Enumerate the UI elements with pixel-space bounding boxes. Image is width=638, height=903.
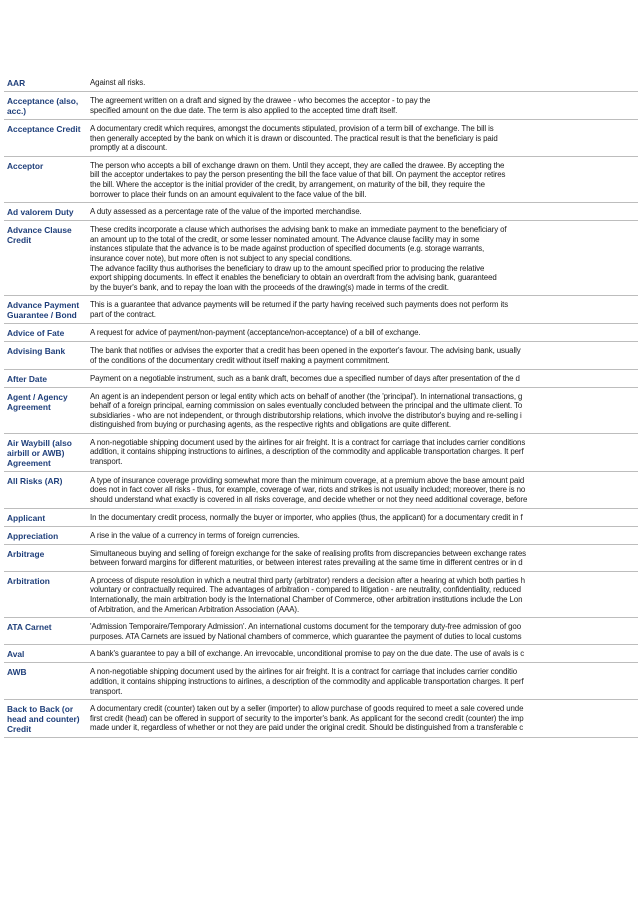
definition-line: transport. bbox=[90, 457, 123, 467]
definition-line: between forward margins for different maturities, or between interest rates prevailing at the same time in different centres or in d bbox=[90, 558, 523, 568]
glossary-term: Aval bbox=[7, 649, 25, 660]
glossary-term: Advance Clause Credit bbox=[7, 225, 72, 246]
glossary-row bbox=[4, 545, 638, 572]
glossary-definition bbox=[90, 618, 638, 644]
definition-line: A documentary credit which requires, amongst the documents stipulated, provision of a term bill of exchange. The bill is bbox=[90, 124, 494, 133]
definition-line: 'Admission Temporaire/Temporary Admission'. An international customs document for the temporary duty-free admission of goo bbox=[90, 622, 521, 632]
glossary-term: All Risks (AR) bbox=[7, 475, 63, 486]
glossary-term: AAR bbox=[7, 78, 26, 88]
definition-line: addition, it contains shipping instructions to airlines, a description of the commodity and applicable transportation charges. It perf bbox=[90, 677, 524, 686]
glossary-row bbox=[4, 296, 638, 324]
glossary-definition bbox=[90, 74, 638, 91]
definition-line: The bank that notifies or advises the exporter that a credit has been opened in the exporter's favour. The advising bank, usually bbox=[90, 346, 521, 356]
glossary-term: Appreciation bbox=[7, 530, 59, 541]
glossary-term: Applicant bbox=[7, 512, 46, 523]
glossary-row bbox=[4, 527, 638, 545]
glossary-term: Advance Payment Guarantee / Bond bbox=[7, 300, 80, 321]
definition-line: instances stipulate that the advance is to be made against production of specified documents (e.g. storage warrants, bbox=[90, 244, 485, 254]
definition-line: Against all risks. bbox=[90, 78, 146, 87]
glossary-definition bbox=[90, 221, 638, 295]
glossary-term: Agent / Agency Agreement bbox=[7, 391, 68, 412]
definition-line: export shipping documents. In effect it enables the beneficiary to obtain an overdraft from the advising bank, guaranteed bbox=[90, 273, 497, 283]
glossary-row bbox=[4, 157, 638, 203]
definition-line: the bill. Where the acceptor is the initial provider of the credit, by arrangement, on maturity of the bill, they require the bbox=[90, 179, 485, 189]
definition-line: part of the contract. bbox=[90, 309, 156, 319]
glossary-definition bbox=[90, 527, 638, 544]
glossary-definition bbox=[90, 92, 638, 119]
glossary-row bbox=[4, 509, 638, 527]
glossary-row bbox=[4, 388, 638, 434]
glossary-term: After Date bbox=[7, 373, 48, 384]
definition-line: should understand what exactly is covered in all risks coverage, and decide whether or not they need additional coverage, before bbox=[90, 495, 528, 505]
definition-line: distinguished from buying or purchasing agents, as the respective rights and obligations are quite different. bbox=[90, 420, 451, 430]
glossary-definition bbox=[90, 663, 638, 699]
definition-line: specified amount on the due date. The term is also applied to the accepted time draft itself. bbox=[90, 105, 398, 115]
definition-line: These credits incorporate a clause which authorises the advising bank to make an immediate payment to the beneficiary of bbox=[90, 225, 507, 235]
glossary-row bbox=[4, 618, 638, 645]
glossary-term: Advising Bank bbox=[7, 346, 66, 357]
definition-line: of the conditions of the documentary credit without itself making a payment commitment. bbox=[90, 355, 390, 365]
glossary-term: ATA Carnet bbox=[7, 622, 52, 633]
definition-line: A process of dispute resolution in which a neutral third party (arbitrator) renders a decision after a hearing at which both parties h bbox=[90, 575, 525, 585]
definition-line: transport. bbox=[90, 686, 123, 696]
glossary-definition bbox=[90, 434, 638, 471]
glossary-row bbox=[4, 324, 638, 342]
definition-line: subsidiaries - who are not independent, or through distributorship relations, which involve the distributor's buying and re-selling i bbox=[90, 410, 522, 420]
definition-line: first credit (head) can be offered in support of security to the importer's bank. As applicant for the second credit (counter) the imp bbox=[90, 713, 524, 723]
definition-line: an amount up to the total of the credit, or some lesser nominated amount. The Advance clause facility may in some bbox=[90, 234, 480, 244]
definition-line: bill the acceptor undertakes to pay the person presenting the bill the face value of that bill. On payment the acceptor retires bbox=[90, 170, 506, 180]
glossary-term: Acceptor bbox=[7, 160, 44, 171]
definition-line: An agent is an independent person or legal entity which acts on behalf of another (the 'principal'). In international transactions, g bbox=[90, 391, 523, 401]
definition-line: of Arbitration, and the American Arbitration Association (AAA). bbox=[90, 604, 300, 614]
glossary-row bbox=[4, 700, 638, 738]
glossary-row bbox=[4, 120, 638, 157]
definition-line: The person who accepts a bill of exchange drawn on them. Until they accept, they are called the drawee. By accepting the bbox=[90, 160, 505, 170]
glossary-term: AWB bbox=[7, 667, 27, 678]
definition-line: Payment on a negotiable instrument, such as a bank draft, becomes due a specified number of days after presentation of the d bbox=[90, 373, 520, 383]
definition-line: by the buyer's bank, and to repay the loan with the proceeds of the drawing(s) made in terms of the credit. bbox=[90, 282, 449, 292]
glossary-definition bbox=[90, 203, 638, 220]
glossary-definition bbox=[90, 296, 638, 323]
glossary-definition bbox=[90, 388, 638, 433]
definition-line: The advance facility thus authorises the beneficiary to draw up to the amount specified prior to producing the relative bbox=[90, 263, 485, 273]
glossary-term: Advice of Fate bbox=[7, 328, 65, 339]
glossary-definition bbox=[90, 370, 638, 387]
glossary-definition bbox=[90, 120, 638, 156]
definition-line: borrower to place their funds on an amount equivalent to the face value of the bill. bbox=[90, 189, 367, 199]
definition-line: A non-negotiable shipping document used by the airlines for air freight. It is a contract for carriage that includes carrier conditions bbox=[90, 437, 526, 447]
glossary-definition bbox=[90, 342, 638, 368]
glossary-definition bbox=[90, 700, 638, 737]
definition-line: voluntary or contractually required. The advantages of arbitration - compared to litigation - are neutrality, confidentiality, reduced bbox=[90, 585, 521, 595]
glossary-term: Acceptance (also, acc.) bbox=[7, 96, 79, 116]
definition-line: This is a guarantee that advance payments will be returned if the party having received such payments does not perform its bbox=[90, 300, 509, 310]
definition-line: Internationally, the main arbitration body is the International Chamber of Commerce, other arbitration institutions include the Lon bbox=[90, 595, 523, 605]
definition-line: addition, it contains shipping instructions to airlines, a description of the commodity and applicable transportation charges. It perf bbox=[90, 447, 524, 457]
definition-line: A request for advice of payment/non-payment (acceptance/non-acceptance) of a bill of exchange. bbox=[90, 328, 421, 338]
definition-line: insurance cover note), but more often is not subject to any special conditions. bbox=[90, 253, 352, 263]
definition-line: A rise in the value of a currency in terms of foreign currencies. bbox=[90, 530, 300, 540]
glossary-definition bbox=[90, 324, 638, 341]
definition-line: A documentary credit (counter) taken out by a seller (importer) to allow purchase of goods required to meet a sale covered unde bbox=[90, 704, 524, 714]
glossary-row bbox=[4, 572, 638, 618]
glossary-term: Air Waybill (also airbill or AWB) Agreement bbox=[7, 437, 72, 468]
definition-line: In the documentary credit process, normally the buyer or importer, who applies (thus, the applicant) for a documentary credit in f bbox=[90, 512, 523, 522]
glossary-row bbox=[4, 370, 638, 388]
glossary-definition bbox=[90, 645, 638, 662]
definition-line: A type of insurance coverage providing somewhat more than the minimum coverage, at a premium above the base amount paid bbox=[90, 475, 525, 485]
definition-line: A duty assessed as a percentage rate of the value of the imported merchandise. bbox=[90, 207, 362, 217]
definition-line: then generally accepted by the bank on which it is drawn or discounted. The practical result is that the beneficiary is paid bbox=[90, 133, 498, 143]
glossary-table bbox=[4, 74, 638, 738]
glossary-definition bbox=[90, 509, 638, 526]
glossary-row bbox=[4, 663, 638, 700]
glossary-term: Arbitration bbox=[7, 575, 50, 586]
definition-line: A non-negotiable shipping document used by the airlines for air freight. It is a contract for carriage that includes carrier conditio bbox=[90, 667, 518, 677]
definition-line: purposes. ATA Carnets are issued by National chambers of commerce, which guarantee the payment of duties to local customs bbox=[90, 631, 522, 641]
glossary-row bbox=[4, 472, 638, 509]
glossary-row bbox=[4, 74, 638, 92]
glossary-row bbox=[4, 645, 638, 663]
glossary-term: Ad valorem Duty bbox=[7, 207, 74, 218]
glossary-row bbox=[4, 203, 638, 221]
definition-line: A bank's guarantee to pay a bill of exchange. An irrevocable, unconditional promise to pay on the due date. The use of avals is c bbox=[90, 649, 525, 659]
glossary-definition bbox=[90, 472, 638, 508]
definition-line: does not in fact cover all risks - thus, for example, coverage of war, riots and strikes is not usually included; moreover, there is no bbox=[90, 485, 526, 495]
glossary-definition bbox=[90, 157, 638, 202]
glossary-row bbox=[4, 92, 638, 120]
glossary-term: Back to Back (or head and counter) Credit bbox=[7, 704, 80, 735]
definition-line: promptly at a discount. bbox=[90, 143, 168, 153]
definition-line: The agreement written on a draft and signed by the drawee - who becomes the acceptor - to pay the bbox=[90, 96, 431, 105]
definition-line: made under it, regardless of whether or not they are paid under the original credit. Should be distinguished from a transferable c bbox=[90, 723, 524, 733]
glossary-row bbox=[4, 434, 638, 472]
glossary-definition bbox=[90, 572, 638, 617]
glossary-row bbox=[4, 221, 638, 296]
glossary-definition bbox=[90, 545, 638, 571]
glossary-term: Acceptance Credit bbox=[7, 124, 81, 134]
glossary-row bbox=[4, 342, 638, 369]
glossary-term: Arbitrage bbox=[7, 548, 45, 559]
definition-line: Simultaneous buying and selling of foreign exchange for the sake of realising profits from discrepancies between exchange rates bbox=[90, 548, 527, 558]
definition-line: behalf of a foreign principal, earning commission on sales eventually concluded between the principal and the ultimate client. To bbox=[90, 401, 523, 411]
